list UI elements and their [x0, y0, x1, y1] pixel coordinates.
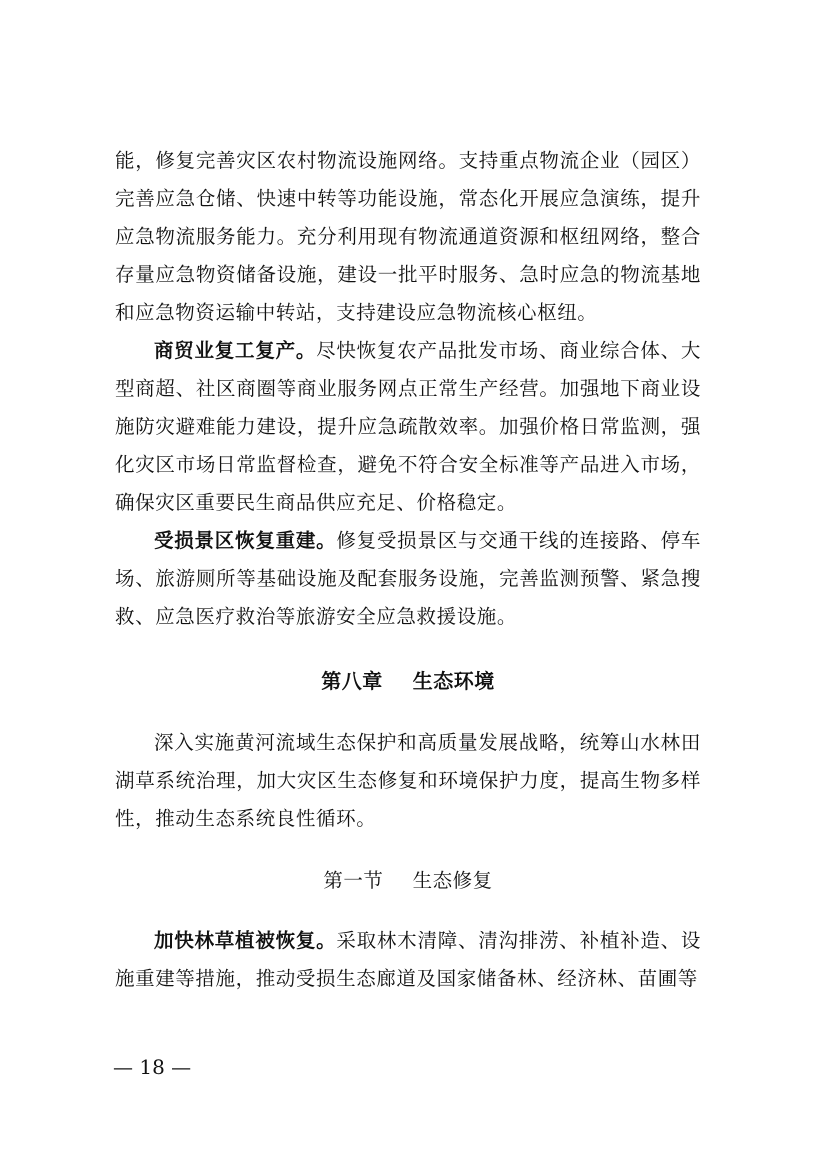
paragraph-lead-vegetation: 加快林草植被恢复。: [154, 929, 337, 952]
paragraph-text: 修复受损景区与交通干线的连接路、停车场、旅游厕所等基础设施及配套服务设施，完善监测预警、紧急搜救、应急医疗救治等旅游安全应急救援设施。: [115, 529, 701, 628]
paragraph-lead-scenic: 受损景区恢复重建。: [154, 529, 337, 552]
section-title: 生态修复: [412, 869, 493, 892]
paragraph-text: 能，修复完善灾区农村物流设施网络。支持重点物流企业（园区）完善应急仓储、快速中转等功能设施，常态化开展应急演练，提升应急物流服务能力。充分利用现有物流通道资源和枢纽网络，整合存量应急物资储备设施，建设一批平时服务、急时应急的物流基地和应急物资运输中转站，支持建设应急物流核心枢纽。: [115, 149, 701, 324]
spacer: [115, 838, 701, 862]
page-number: — 18 —: [113, 1055, 192, 1079]
paragraph-scenic-areas: [115, 522, 701, 636]
paragraph-text: 深入实施黄河流域生态保护和高质量发展战略，统筹山水林田湖草系统治理，加大灾区生态修复和环境保护力度，提高生物多样性，推动生态系统良性循环。: [115, 731, 701, 830]
paragraph-vegetation: [115, 922, 701, 998]
document-body: [115, 142, 701, 998]
spacer: [115, 900, 701, 922]
spacer: [115, 700, 701, 724]
section-heading: [115, 862, 701, 900]
paragraph-text: 尽快恢复农产品批发市场、商业综合体、大型商超、社区商圈等商业服务网点正常生产经营。加强地下商业设施防灾避难能力建设，提升应急疏散效率。加强价格日常监测，强化灾区市场日常监督检查，避免不符合安全标准等产品进入市场，确保灾区重要民生商品供应充足、价格稳定。: [115, 339, 701, 514]
spacer: [115, 636, 701, 662]
paragraph-text: 采取林木清障、清沟排涝、补植补造、设施重建等措施，推动受损生态廊道及国家储备林、经济林、苗圃等: [115, 929, 701, 990]
paragraph-lead-commerce: 商贸业复工复产。: [154, 339, 317, 362]
chapter-title: 生态环境: [412, 669, 495, 693]
chapter-number: 第八章: [321, 669, 383, 693]
chapter-heading: [115, 662, 701, 700]
paragraph-logistics: [115, 142, 701, 332]
section-number: 第一节: [323, 869, 384, 892]
paragraph-ecology-intro: [115, 724, 701, 838]
paragraph-commerce: [115, 332, 701, 522]
